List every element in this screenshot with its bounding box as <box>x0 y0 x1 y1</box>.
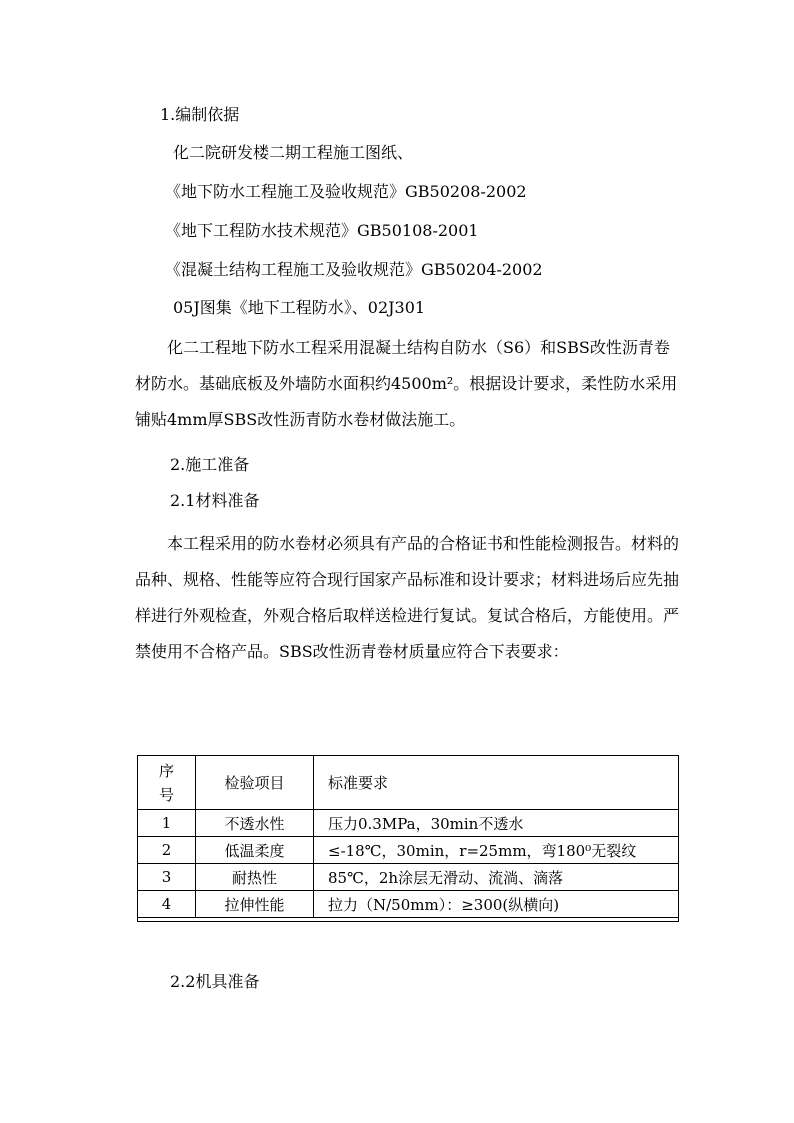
row-requirement: ≤-18℃，30min，r=25mm，弯180⁰无裂纹 <box>314 837 679 864</box>
row-item: 拉伸性能 <box>196 891 314 918</box>
section1-paragraph: 化二工程地下防水工程采用混凝土结构自防水（S6）和SBS改性沥青卷材防水。基础底板及外墙防水面积约4500m²。根据设计要求，柔性防水采用铺贴4mm厚SBS改性沥青防水卷材做法施工。 <box>135 338 678 429</box>
section2-2-heading: 2.2机具准备 <box>170 972 260 991</box>
basis-item-3: 《地下工程防水技术规范》GB50108-2001 <box>165 221 479 240</box>
basis-item-2: 《地下防水工程施工及验收规范》GB50208-2002 <box>165 182 527 201</box>
row-serial: 4 <box>138 891 196 918</box>
basis-item-1: 化二院研发楼二期工程施工图纸、 <box>173 143 414 162</box>
section2-1-heading: 2.1材料准备 <box>170 491 260 510</box>
row-serial: 1 <box>138 810 196 837</box>
table-row <box>138 864 679 891</box>
section2-paragraph: 本工程采用的防水卷材必须具有产品的合格证书和性能检测报告。材料的品种、规格、性能等应符合现行国家产品标准和设计要求；材料进场后应先抽样进行外观检查，外观合格后取样送检进行复试。复试合格后，方能使用。严禁使用不合格产品。SBS改性沥青卷材质量应符合下表要求： <box>135 534 680 661</box>
header-item: 检验项目 <box>196 756 314 810</box>
row-requirement: 压力0.3MPa，30min不透水 <box>314 810 679 837</box>
row-requirement: 85℃，2h涂层无滑动、流淌、滴落 <box>314 864 679 891</box>
row-item: 耐热性 <box>196 864 314 891</box>
row-requirement: 拉力（N/50mm）：≥300(纵横向) <box>314 891 679 918</box>
row-item: 不透水性 <box>196 810 314 837</box>
section1-heading: 1.编制依据 <box>160 105 240 124</box>
material-spec-table <box>137 755 679 918</box>
table-row <box>138 810 679 837</box>
row-serial: 3 <box>138 864 196 891</box>
header-serial: 序号 <box>138 756 196 810</box>
basis-item-5: 05J图集《地下工程防水》、02J301 <box>173 298 426 317</box>
row-item: 低温柔度 <box>196 837 314 864</box>
section2-heading: 2.施工准备 <box>170 455 250 474</box>
table-row <box>138 837 679 864</box>
row-serial: 2 <box>138 837 196 864</box>
table-row <box>138 891 679 918</box>
basis-item-4: 《混凝土结构工程施工及验收规范》GB50204-2002 <box>165 260 543 279</box>
header-requirement: 标准要求 <box>314 756 679 810</box>
table-header-row <box>138 756 679 810</box>
